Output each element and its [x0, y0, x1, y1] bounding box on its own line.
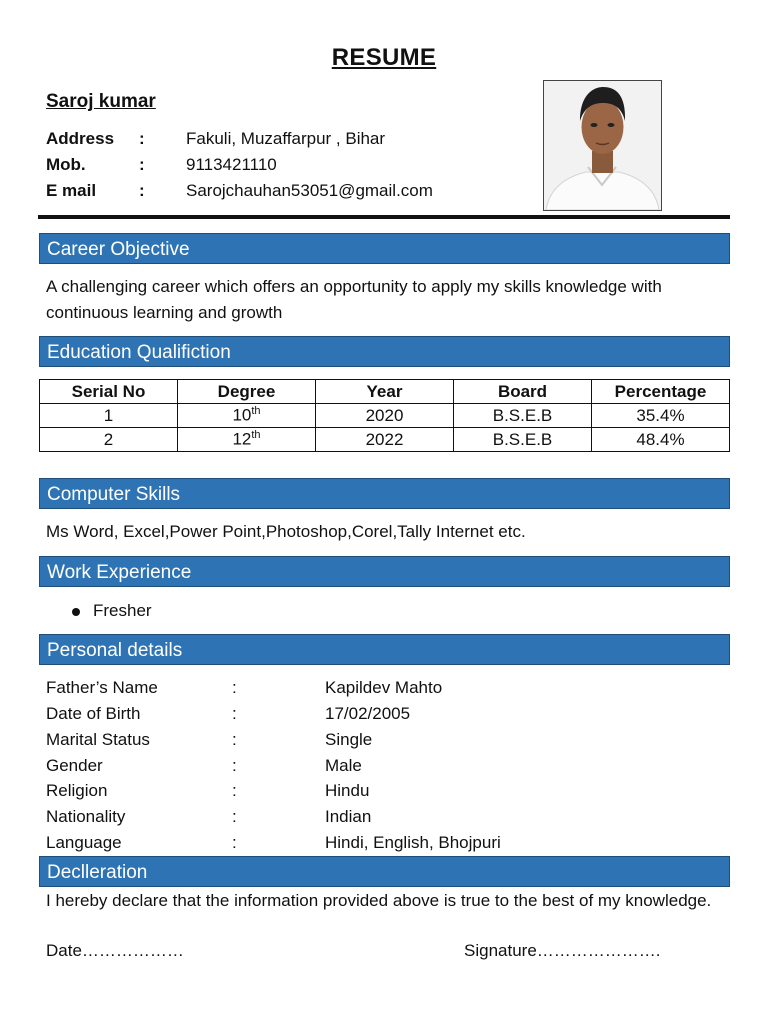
- detail-value: Male: [325, 756, 362, 775]
- header-degree: Degree: [178, 380, 316, 404]
- career-objective-heading: Career Objective: [39, 233, 730, 264]
- table-row: [40, 428, 730, 452]
- personal-detail-row: [46, 807, 726, 833]
- header-percentage: Percentage: [592, 380, 730, 404]
- mobile-value: 9113421110: [186, 155, 277, 174]
- date-line: Date………………: [46, 941, 184, 960]
- detail-colon: :: [232, 833, 237, 852]
- computer-skills-heading: Computer Skills: [39, 478, 730, 509]
- detail-colon: :: [232, 730, 237, 749]
- detail-label: Gender: [46, 756, 103, 775]
- detail-colon: :: [232, 807, 237, 826]
- detail-label: Date of Birth: [46, 704, 141, 723]
- detail-colon: :: [232, 756, 237, 775]
- email-value: Sarojchauhan53051@gmail.com: [186, 181, 433, 200]
- year-cell: 2022: [316, 428, 454, 452]
- serial-cell: 2: [40, 428, 178, 452]
- declaration-heading: Declleration: [39, 856, 730, 887]
- detail-colon: :: [232, 781, 237, 800]
- header-divider: [38, 215, 730, 219]
- detail-value: Indian: [325, 807, 372, 826]
- address-colon: :: [139, 129, 145, 148]
- education-heading: Education Qualifiction: [39, 336, 730, 367]
- percentage-cell: 35.4%: [592, 404, 730, 428]
- detail-colon: :: [232, 704, 237, 723]
- mobile-colon: :: [139, 155, 145, 174]
- detail-label: Marital Status: [46, 730, 150, 749]
- personal-details-heading: Personal details: [39, 634, 730, 665]
- profile-photo: [543, 80, 662, 211]
- work-experience-heading: Work Experience: [39, 556, 730, 587]
- candidate-name: Saroj kumar: [46, 91, 156, 112]
- detail-label: Language: [46, 833, 122, 852]
- email-label: E mail: [46, 181, 97, 200]
- year-cell: 2020: [316, 404, 454, 428]
- header-board: Board: [454, 380, 592, 404]
- bullet-icon: [72, 608, 80, 616]
- education-table: [39, 379, 730, 452]
- education-header-row: [40, 380, 730, 404]
- detail-value: 17/02/2005: [325, 704, 411, 723]
- detail-value: Hindu: [325, 781, 370, 800]
- detail-label: Father’s Name: [46, 678, 158, 697]
- resume-title: RESUME: [331, 44, 437, 71]
- header-serial: Serial No: [40, 380, 178, 404]
- email-colon: :: [139, 181, 145, 200]
- personal-detail-row: [46, 678, 726, 704]
- detail-label: Religion: [46, 781, 108, 800]
- personal-detail-row: [46, 704, 726, 730]
- computer-skills-text: Ms Word, Excel,Power Point,Photoshop,Corel,Tally Internet etc.: [46, 522, 526, 541]
- degree-cell: 10th: [178, 404, 316, 428]
- detail-value: Kapildev Mahto: [325, 678, 443, 697]
- table-row: [40, 404, 730, 428]
- personal-detail-row: [46, 730, 726, 756]
- personal-detail-row: [46, 756, 726, 782]
- career-objective-text: A challenging career which offers an opportunity to apply my skills knowledge with continuous learning and growth: [46, 277, 662, 322]
- detail-label: Nationality: [46, 807, 126, 826]
- personal-detail-row: [46, 781, 726, 807]
- profile-photo-graphic: [544, 81, 661, 210]
- signature-line: Signature………………….: [464, 941, 661, 960]
- detail-value: Single: [325, 730, 373, 749]
- address-label: Address: [46, 129, 115, 148]
- percentage-cell: 48.4%: [592, 428, 730, 452]
- header-year: Year: [316, 380, 454, 404]
- serial-cell: 1: [40, 404, 178, 428]
- address-value: Fakuli, Muzaffarpur , Bihar: [186, 129, 386, 148]
- detail-value: Hindi, English, Bhojpuri: [325, 833, 501, 852]
- board-cell: B.S.E.B: [454, 428, 592, 452]
- work-experience-item: Fresher: [93, 601, 152, 620]
- board-cell: B.S.E.B: [454, 404, 592, 428]
- mobile-label: Mob.: [46, 155, 86, 174]
- declaration-text: I hereby declare that the information provided above is true to the best of my knowledge.: [46, 891, 712, 910]
- degree-cell: 12th: [178, 428, 316, 452]
- detail-colon: :: [232, 678, 237, 697]
